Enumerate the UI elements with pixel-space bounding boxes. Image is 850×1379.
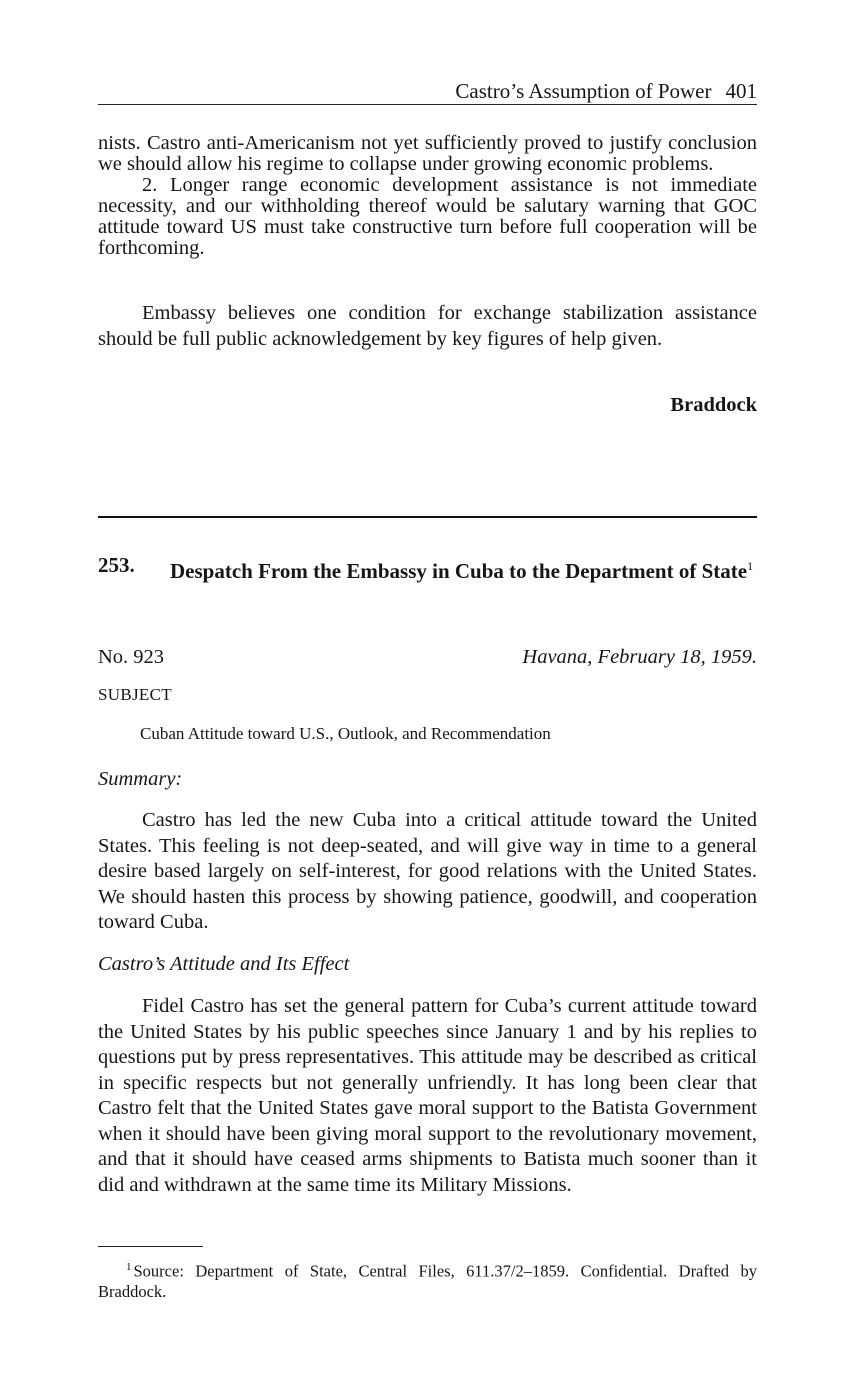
paragraph-point-2: 2. Longer range economic development assistance is not immediate necessity, and our withholding thereof would be salutary warning that GOC attitude toward US must take constructive turn before full cooperation will be forthcoming. <box>98 174 757 259</box>
running-head <box>98 78 757 105</box>
section-divider <box>98 516 757 518</box>
footnote <box>98 1257 757 1302</box>
subject-text: Cuban Attitude toward U.S., Outlook, and Recommendation <box>140 724 551 743</box>
signature: Braddock <box>670 394 757 416</box>
embassy-paragraph-block <box>98 301 757 352</box>
footnote-marker: 1 <box>126 1261 132 1273</box>
section-heading: Castro’s Attitude and Its Effect <box>98 953 350 975</box>
section-paragraph: Fidel Castro has set the general pattern for Cuba’s current attitude toward the United States by his public speeches since January 1 and by his replies to questions put by press representatives. This attitude may be described as critical in specific respects but not generally unfriendly. It has long been clear that Castro felt that the United States gave moral support to the Batista Government when it should have been giving moral support to the revolutionary movement, and that it should have ceased arms shipments to Batista much sooner than it did and withdrawn at the same time its Military Missions. <box>98 995 757 1196</box>
summary-block <box>98 808 757 936</box>
despatch-number: No. 923 <box>98 646 165 668</box>
subject-label: SUBJECT <box>98 685 172 704</box>
page-number: 401 <box>725 79 757 103</box>
summary-paragraph: Castro has led the new Cuba into a critical attitude toward the United States. This feeling is not deep-seated, and will give way in time to a general desire based largely on self-interest, for good relations with the United States. We should hasten this process by showing patience, goodwill, and cooperation toward Cuba. <box>98 809 757 933</box>
footnote-text: Source: Department of State, Central Files, 611.37/2–1859. Confidential. Drafted by Braddock. <box>98 1261 757 1301</box>
previous-document-text <box>98 133 757 259</box>
document-title <box>170 553 760 584</box>
running-head-title: Castro’s Assumption of Power <box>455 79 712 103</box>
summary-heading: Summary: <box>98 768 183 790</box>
paragraph-embassy: Embassy believes one condition for exchange stabilization assistance should be full public acknowledgement by key figures of help given. <box>98 302 757 350</box>
dateline: Havana, February 18, 1959. <box>522 646 757 668</box>
document-number: 253. <box>98 553 135 577</box>
document-title-text: Despatch From the Embassy in Cuba to the Department of State <box>170 559 748 583</box>
footnote-rule <box>98 1246 203 1247</box>
paragraph-continuation: nists. Castro anti-Americanism not yet sufficiently proved to justify conclusion we should allow his regime to collapse under growing economic problems. <box>98 132 757 175</box>
section-block <box>98 994 757 1198</box>
footnote-reference[interactable]: 1 <box>747 559 754 573</box>
